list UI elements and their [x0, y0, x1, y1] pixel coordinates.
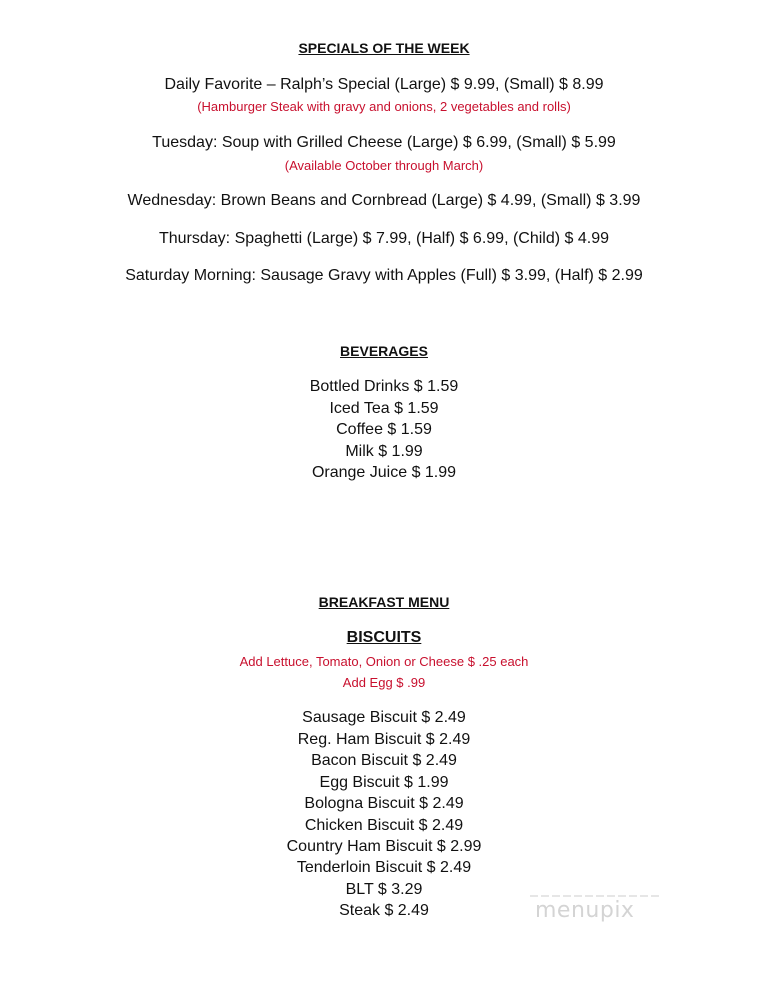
beverage-item: Coffee $ 1.59: [336, 421, 432, 438]
biscuit-item: Egg Biscuit $ 1.99: [319, 774, 449, 791]
toppings-note: Add Lettuce, Tomato, Onion or Cheese $ .25 each: [239, 654, 529, 669]
breakfast-heading: BREAKFAST MENU: [318, 594, 450, 610]
saturday-special: Saturday Morning: Sausage Gravy with Apples (Full) $ 3.99, (Half) $ 2.99: [125, 267, 643, 284]
biscuit-item: Bologna Biscuit $ 2.49: [304, 795, 464, 812]
beverage-item: Milk $ 1.99: [345, 443, 423, 460]
beverage-item: Bottled Drinks $ 1.59: [309, 378, 459, 395]
wednesday-special: Wednesday: Brown Beans and Cornbread (Large) $ 4.99, (Small) $ 3.99: [127, 192, 641, 209]
biscuit-item: Sausage Biscuit $ 2.49: [302, 709, 466, 726]
biscuit-item: Tenderloin Biscuit $ 2.49: [296, 859, 472, 876]
beverage-item: Iced Tea $ 1.59: [329, 400, 439, 417]
biscuit-item: Country Ham Biscuit $ 2.99: [286, 838, 482, 855]
biscuit-item: Chicken Biscuit $ 2.49: [304, 817, 464, 834]
egg-note: Add Egg $ .99: [342, 675, 426, 690]
biscuit-item: BLT $ 3.29: [345, 881, 423, 898]
tuesday-special: Tuesday: Soup with Grilled Cheese (Large) $ 6.99, (Small) $ 5.99: [152, 134, 616, 151]
thursday-special: Thursday: Spaghetti (Large) $ 7.99, (Half) $ 6.99, (Child) $ 4.99: [158, 230, 609, 247]
biscuit-item: Steak $ 2.49: [339, 902, 429, 919]
beverage-item: Orange Juice $ 1.99: [311, 464, 457, 481]
daily-special-note: (Hamburger Steak with gravy and onions, 2 vegetables and rolls): [197, 99, 571, 114]
tuesday-special-note: (Available October through March): [284, 158, 484, 173]
biscuit-item: Reg. Ham Biscuit $ 2.49: [297, 731, 471, 748]
biscuit-item: Bacon Biscuit $ 2.49: [311, 752, 457, 769]
watermark-logo: menupix: [535, 898, 635, 923]
daily-special: Daily Favorite – Ralph’s Special (Large) $ 9.99, (Small) $ 8.99: [164, 76, 604, 93]
specials-heading: SPECIALS OF THE WEEK: [298, 40, 470, 56]
watermark-decoration: [530, 884, 680, 890]
beverages-heading: BEVERAGES: [340, 343, 428, 359]
biscuits-heading: BISCUITS: [346, 629, 422, 646]
